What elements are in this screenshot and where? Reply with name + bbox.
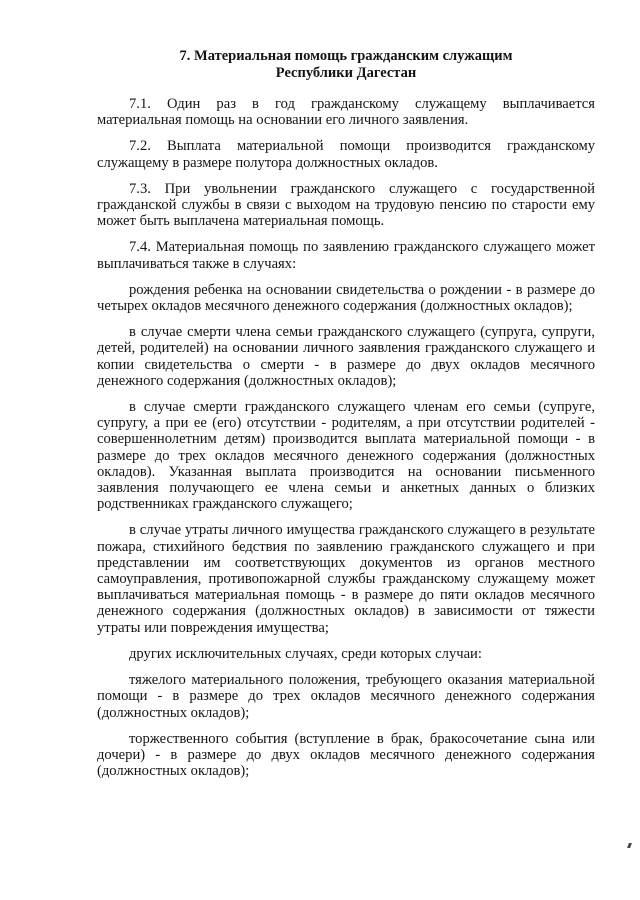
- clause-7-3: 7.3. При увольнении гражданского служащего с государственной гражданской службы в связи с выходом на трудовую пенсию по старости ему может быть выплачена материальная помощь.: [97, 180, 595, 230]
- clause-7-1: 7.1. Один раз в год гражданскому служащему выплачивается материальная помощь на основании его личного заявления.: [97, 96, 595, 129]
- section-heading: [97, 48, 595, 82]
- section-subtitle: Республики Дагестан: [275, 65, 417, 81]
- clause-7-2: 7.2. Выплата материальной помощи производится гражданскому служащему в размере полутора должностных окладов.: [97, 138, 595, 171]
- case-child-birth: рождения ребенка на основании свидетельства о рождении - в размере до четырех окладов месячного денежного содержания (должностных окладов);: [97, 281, 595, 315]
- clause-7-4: 7.4. Материальная помощь по заявлению гражданского служащего может выплачиваться также в случаях:: [97, 239, 595, 272]
- case-employee-death: в случае смерти гражданского служащего членам его семьи (супруге, супругу, а при ее (его) отсутствии - родителям, а при отсутствии родителей - совершеннолетним детям) производится выплата материальной помощи - в размере до трех окладов месячного денежного содержания (должностных окладов). Указанная выплата производится на основании письменного заявления получающего ее члена семьи и анкетных данных о близких родственниках гражданского служащего;: [97, 399, 595, 513]
- case-other-exceptional: других исключительных случаях, среди которых случаи:: [129, 645, 482, 662]
- section-title: 7. Материальная помощь гражданским служащим: [179, 48, 513, 64]
- case-hardship: тяжелого материального положения, требующего оказания материальной помощи - в размере до трех окладов месячного денежного содержания (должностных окладов);: [97, 672, 595, 721]
- case-family-member-death: в случае смерти члена семьи гражданского служащего (супруга, супруги, детей, родителей) на основании личного заявления гражданского служащего и копии свидетельства о смерти - в размере до двух окладов месячного денежного содержания (должностных окладов);: [97, 324, 595, 389]
- case-property-loss: в случае утраты личного имущества гражданского служащего в результате пожара, стихийного бедствия по заявлению гражданского служащего и при представлении им соответствующих документов из органов местного самоуправления, противопожарной службы гражданскому служащему может выплачиваться материальная помощь - в размере до пяти окладов месячного денежного содержания (должностных окладов) в зависимости от тяжести утраты или повреждения имущества;: [97, 522, 595, 636]
- case-celebration: торжественного события (вступление в брак, бракосочетание сына или дочери) - в размере до двух окладов месячного денежного содержания (должностных окладов);: [97, 730, 595, 780]
